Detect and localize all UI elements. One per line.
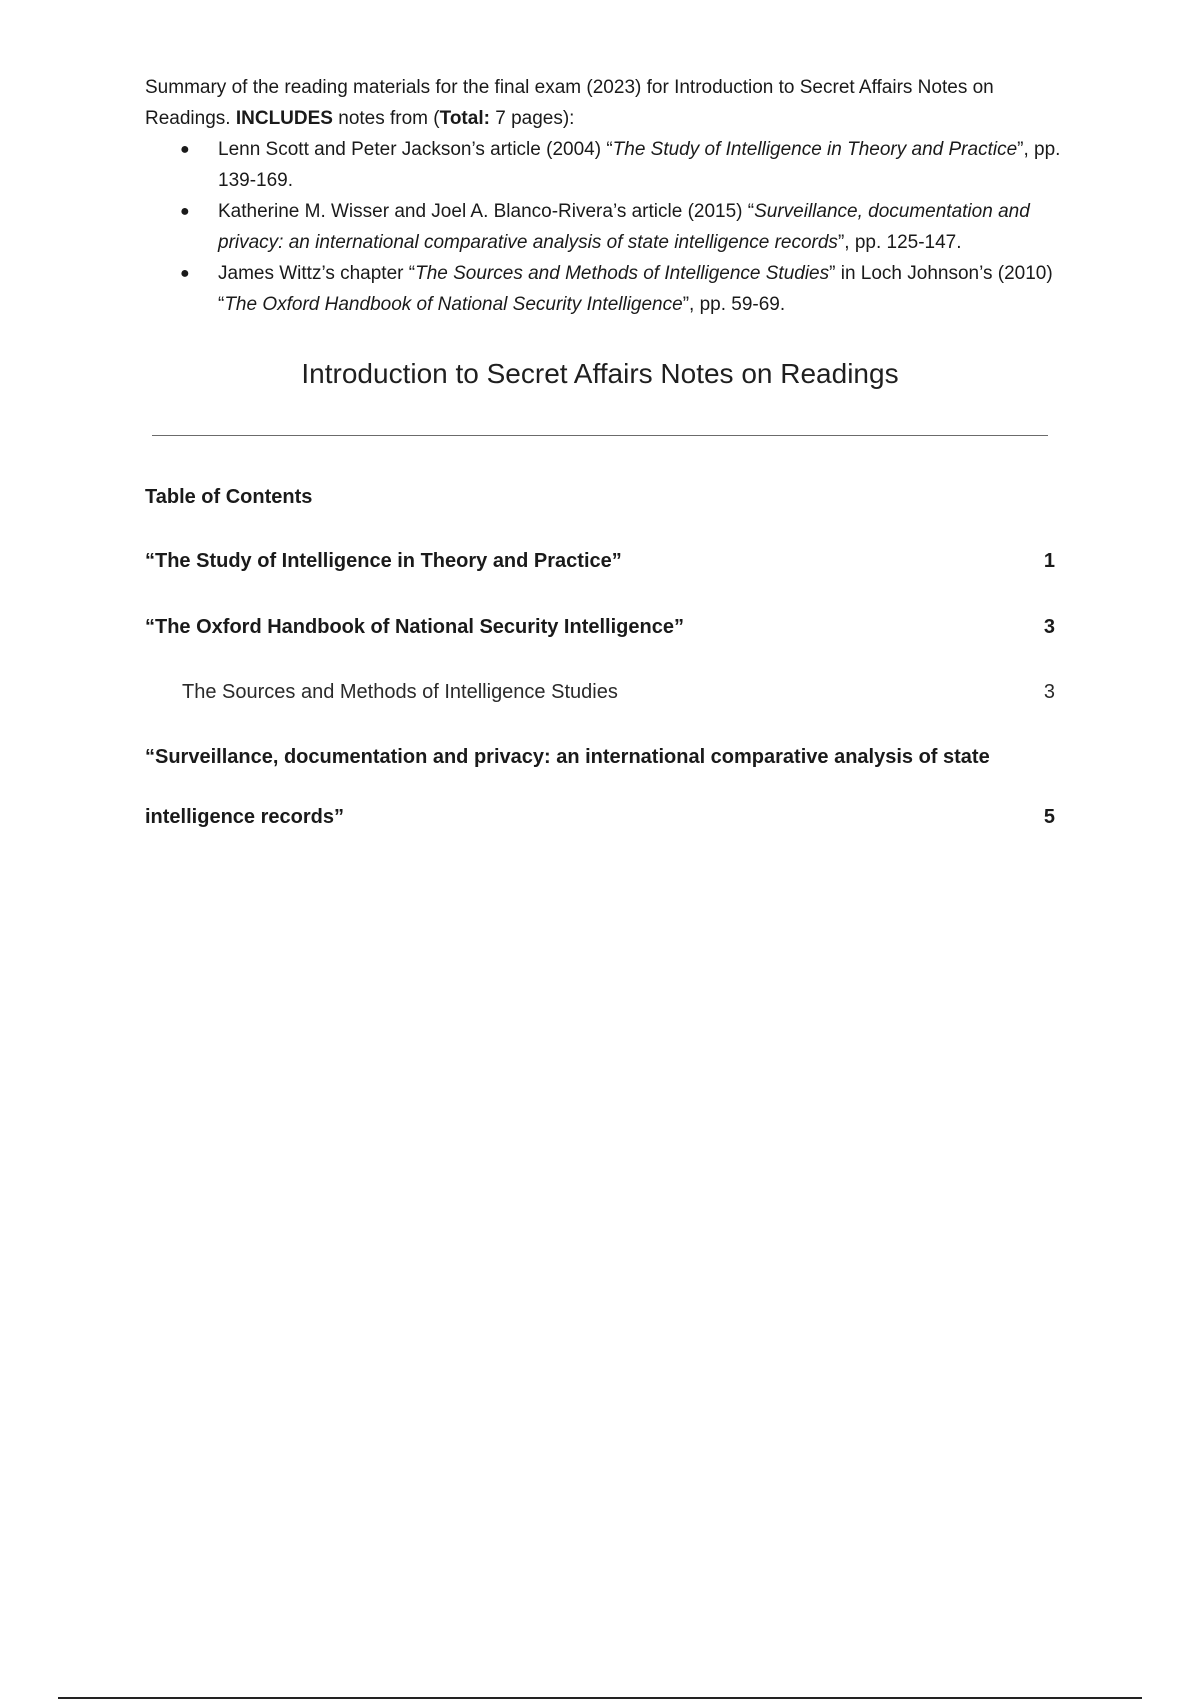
bullet-icon: ● xyxy=(180,141,190,158)
toc-entry-title: “The Oxford Handbook of National Security Intelligence” xyxy=(145,616,684,638)
reading-list xyxy=(145,134,1065,320)
toc-entry-page: 3 xyxy=(1043,681,1055,703)
toc-entry-oxford-handbook[interactable] xyxy=(145,616,1055,639)
total-value: 7 pages): xyxy=(495,108,575,129)
toc-entry-title: “The Study of Intelligence in Theory and Practice” xyxy=(145,550,622,572)
reading-suffix: ”, pp. 59-69. xyxy=(682,294,786,315)
toc-entry-study-of-intelligence[interactable] xyxy=(145,550,1055,573)
bullet-icon: ● xyxy=(180,265,190,282)
reading-title: The Study of Intelligence in Theory and Practice xyxy=(612,139,1018,160)
page-bottom-border xyxy=(58,1697,1142,1699)
toc-entry-page: 5 xyxy=(1043,806,1055,828)
reading-middle: ” in Loch Johnson’s (2010) “ xyxy=(218,263,1053,315)
toc-entry-page: 1 xyxy=(1043,550,1055,572)
bullet-icon: ● xyxy=(180,203,190,220)
reading-title-2: The Oxford Handbook of National Security Intelligence xyxy=(224,294,683,315)
reading-item xyxy=(180,196,1065,258)
toc-heading: Table of Contents xyxy=(145,486,313,508)
notes-from-text: notes from ( xyxy=(338,108,440,129)
intro-text: Summary of the reading materials for the final exam (2023) for Introduction to Secret Affairs Notes on Readings. xyxy=(145,77,994,129)
reading-prefix: James Wittz’s chapter “ xyxy=(218,263,416,284)
reading-title: The Sources and Methods of Intelligence Studies xyxy=(415,263,830,284)
reading-item xyxy=(180,258,1065,320)
reading-prefix: Lenn Scott and Peter Jackson’s article (2004) “ xyxy=(218,139,613,160)
title-divider xyxy=(152,435,1048,436)
toc-entry-surveillance-line1[interactable] xyxy=(145,746,1055,769)
toc-entry-page: 3 xyxy=(1043,616,1055,638)
reading-prefix: Katherine M. Wisser and Joel A. Blanco-Rivera’s article (2015) “ xyxy=(218,201,755,222)
toc-entry-title: The Sources and Methods of Intelligence Studies xyxy=(182,681,618,703)
toc-entry-title: intelligence records” xyxy=(145,806,344,828)
reading-item xyxy=(180,134,1065,196)
toc-entry-title: “Surveillance, documentation and privacy: an international comparative analysis of state xyxy=(145,746,990,768)
reading-suffix: ”, pp. 125-147. xyxy=(837,232,962,253)
document-title: Introduction to Secret Affairs Notes on Readings xyxy=(301,358,899,389)
reading-title: Surveillance, documentation and privacy: an international comparative analysis of state intelligence records xyxy=(218,201,1030,253)
includes-label: INCLUDES xyxy=(235,108,333,129)
intro-paragraph xyxy=(145,72,1065,134)
toc-entry-surveillance-line2[interactable] xyxy=(145,806,1055,829)
intro-block xyxy=(145,72,1065,320)
total-label: Total: xyxy=(439,108,490,129)
toc-entry-sources-and-methods[interactable] xyxy=(182,681,1055,704)
reading-suffix: ”, pp. 139-169. xyxy=(218,139,1061,191)
